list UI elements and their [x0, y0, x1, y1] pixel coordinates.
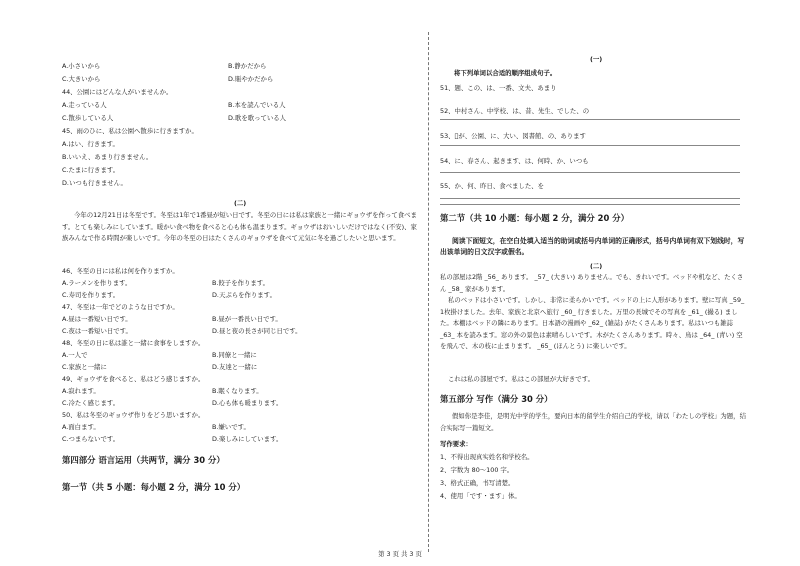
section-4-part-1-heading: 第一节（共 5 小题：每小题 2 分，满分 10 分） — [62, 482, 246, 492]
q48-option-c: C.家族と一緒に — [62, 363, 107, 371]
writing-prompt: 假如你是李佳，是明光中学的学生，要向日本的留学生介绍自己的学校，请以「わたしの学校」为题，结合实际写一篇短文。 — [440, 412, 746, 432]
q50-option-c: C.つまらないです。 — [62, 435, 120, 443]
q50-option-d: D.楽しみにしています。 — [212, 435, 283, 443]
section-5-heading: 第五部分 写作（满分 30 分） — [440, 394, 553, 404]
section-2-heading: 第二节（共 10 小题：每小题 2 分，满分 20 分） — [440, 213, 630, 223]
q45-option-b: B.いいえ、あまり行きません。 — [62, 153, 153, 161]
passage-2-text: 今年の12月21日は冬至です。冬至は1年で1番昼が短い日です。冬至の日には私は家族と一緒にギョウザを作って食べます。とても楽しみにしています。暖かい食べ物を食べると心も体も温まります。ギョウザはおいしいだけではなく(不安)、家族みんなで作る時間が楽しいです。今年の冬至の日はたくさんのギョウザを食べて元気に冬を過ごしたいと思います。 — [62, 211, 417, 243]
sentence-55: 55、か、何、昨日、食べました、を — [440, 182, 544, 190]
q49-option-d: D.心も体も暖まります。 — [212, 399, 283, 407]
sentence-51: 51、题、この、は、一番、文夫、あまり — [440, 84, 557, 92]
q45-option-d: D.いつも行きません。 — [62, 179, 127, 187]
q45-option-c: C.たまに行きます。 — [62, 166, 120, 174]
q44-option-d: D.歌を歌っている人 — [228, 114, 287, 122]
q50-option-a: A.面白ます。 — [62, 423, 100, 431]
sentence-52: 52、中村さん、中学校、は、昔、先生、でした、の — [440, 107, 590, 115]
q44-option-b: B.本を読んでいる人 — [228, 101, 286, 109]
q45-option-a: A.はい、行きます。 — [62, 140, 119, 148]
answer-line-55 — [440, 204, 740, 205]
writing-requirements-title: 写作要求： — [440, 440, 472, 448]
q48-question: 48、冬至の日に私は誰と一緒に食事をしますか。 — [62, 339, 205, 347]
requirement-4: 4、使用「です・ます」体。 — [440, 492, 521, 500]
column-divider — [428, 32, 429, 552]
right-column — [440, 0, 750, 540]
part-2-marker: (二) — [590, 262, 603, 270]
q43-option-c: C.大きいから — [62, 75, 101, 83]
q49-question: 49、ギョウザを食べると、私はどう感じますか。 — [62, 375, 205, 383]
requirement-2: 2、字数为 80～100 字。 — [440, 466, 514, 474]
requirement-1: 1、不得出现真实姓名和学校名。 — [440, 453, 534, 461]
answer-line-53 — [440, 172, 740, 173]
q45-question: 45、雨のひに、私は公園へ散歩に行きますか。 — [62, 127, 198, 135]
sentence-54: 54、に、春さん、起きます、は、何時、か、いつも — [440, 157, 589, 165]
q43-option-d: D.賑やかだから — [228, 75, 274, 83]
cloze-paragraph-2: 私のベッドは小さいです。しかし、非常に柔らかいです。ベッドの上に人形があります。壁に写真 _59_ 1枚掛けました。去年、家族と北京へ旅行 _60_ 行きました。万里の長城でその写真を _61_ (撮る) ました。本棚はベッドの隣にあります。日本語の漫画や _62_ (雑誌) がたくさんあります。私はいつも雑誌 _63_ 本を読みます。窓の外の景色は素晴らしいです。木がたくさんあります。時々、鳥は _64_ (青い) 空を飛んで、木の枝に止まります。 _65_ (ほんとう) に楽しいです。 — [440, 296, 745, 351]
q49-option-b: B.眠くなります。 — [212, 387, 263, 395]
answer-line-54 — [440, 198, 740, 199]
q46-question: 46、冬至の日には私は何を作りますか。 — [62, 267, 179, 275]
q43-option-b: B.静かだから — [228, 62, 267, 70]
q48-option-b: B.同僚と一緒に — [212, 351, 257, 359]
cloze-paragraph-1: 私の部屋は2階 _56_ あります。 _57_ (大きい) ありません。でも、きれいです。ベッドや机など、たくさん _58_ 家があります。 — [440, 273, 744, 293]
q47-question: 47、冬至は一年でどのような日ですか。 — [62, 303, 179, 311]
q47-option-d: D.昼と夜の長さが同じ日です。 — [212, 327, 302, 335]
q48-option-d: D.友達と一緒に — [212, 363, 258, 371]
section-4-heading: 第四部分 语言运用（共两节，满分 30 分） — [62, 455, 225, 465]
q50-question: 50、私は冬至のギョウザ作りをどう思いますか。 — [62, 411, 205, 419]
q47-option-b: B.昼が一番長い日です。 — [212, 315, 282, 323]
section-2-instruction: 阅读下面短文，在空白处填入适当的助词或括号内单词的正确形式，括号内单词有双下划线时，写出该单词的日文汉字或假名。 — [440, 237, 745, 256]
answer-line-51 — [440, 119, 740, 120]
requirement-3: 3、格式正确，书写清楚。 — [440, 479, 515, 487]
q46-option-c: C.寿司を作ります。 — [62, 291, 120, 299]
q50-option-b: B.嫌いです。 — [212, 423, 250, 431]
q44-option-a: A.走っている人 — [62, 101, 107, 109]
q49-option-a: A.寂れます。 — [62, 387, 100, 395]
sentence-53: 53、 が、公園、に、大い、図書館、の、あります — [440, 132, 586, 140]
left-column — [62, 0, 422, 540]
cloze-paragraph-3: これは私の部屋です。私はこの部屋が大好きです。 — [448, 375, 594, 383]
passage-2-marker: (二) — [234, 199, 247, 207]
part-1-instruction: 将下列单词以合适的顺序组成句子。 — [454, 69, 557, 77]
q46-option-b: B.餃子を作ります。 — [212, 279, 270, 287]
answer-line-52 — [440, 145, 740, 146]
q43-option-a: A.小さいから — [62, 62, 101, 70]
q48-option-a: A.一人で — [62, 351, 88, 359]
q44-question: 44、公園にはどんな人がいませんか。 — [62, 88, 173, 96]
part-1-marker: (一) — [590, 55, 603, 63]
q44-option-c: C.散歩している人 — [62, 114, 114, 122]
q46-option-d: D.天ぷらを作ります。 — [212, 291, 276, 299]
q47-option-a: A.昼は一番短い日です。 — [62, 315, 132, 323]
page-footer: 第 3 页 共 3 页 — [378, 550, 422, 558]
q47-option-c: C.夜は一番短い日です。 — [62, 327, 132, 335]
q46-option-a: A.ラーメンを作ります。 — [62, 279, 132, 287]
q49-option-c: C.冷たく感じます。 — [62, 399, 120, 407]
